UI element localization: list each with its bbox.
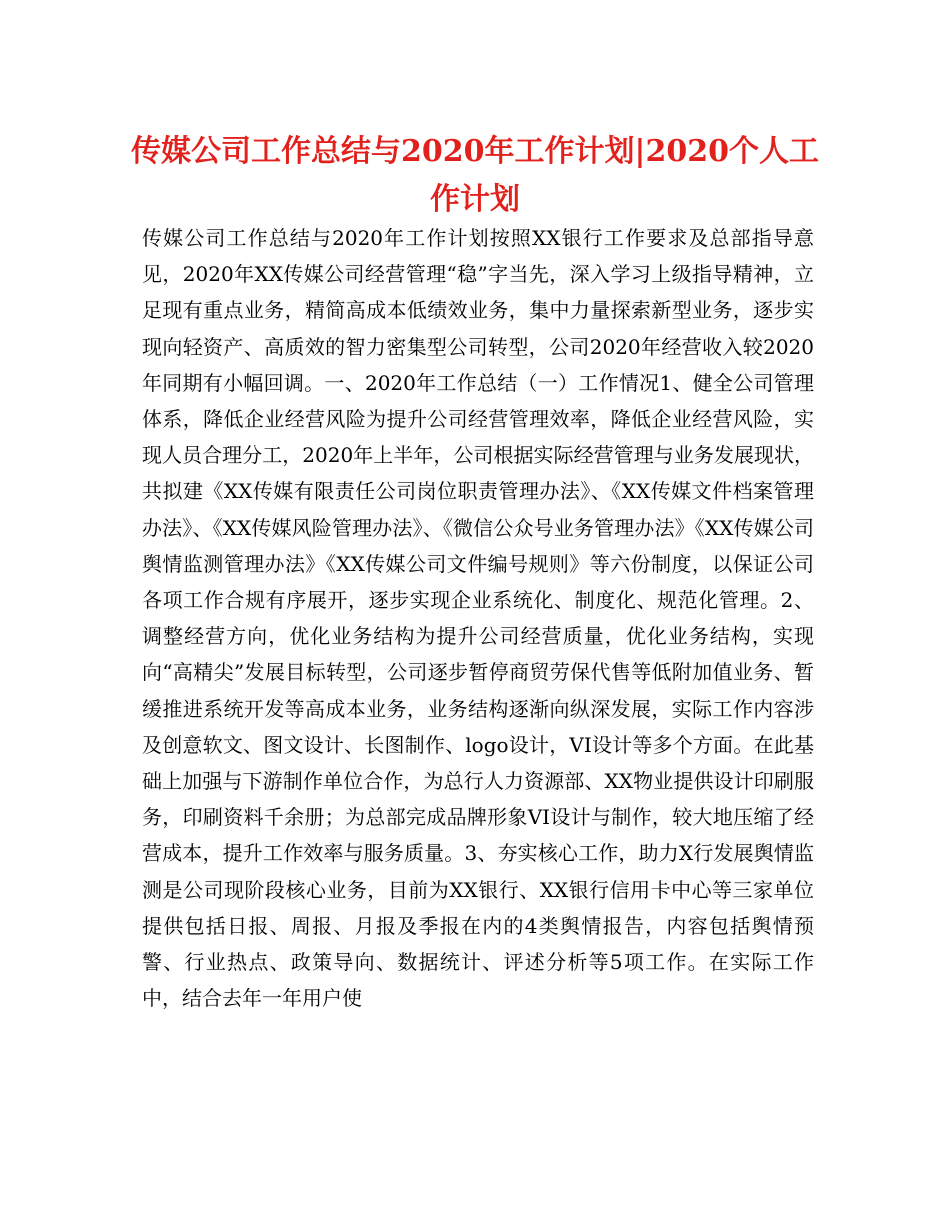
document-body: 传媒公司工作总结与2020年工作计划按照XX银行工作要求及总部指导意见，2020年XX传媒公司经营管理“稳”字当先，深入学习上级指导精神，立足现有重点业务，精简高成本低绩效业务，集中力量探索新型业务，逐步实现向轻资产、高质效的智力密集型公司转型，公司2020年经营收入较2020年同期有小幅回调。一、2020年工作总结（一）工作情况1、健全公司管理体系，降低企业经营风险为提升公司经营管理效率，降低企业经营风险，实现人员合理分工，2020年上半年，公司根据实际经营管理与业务发展现状，共拟建《XX传媒有限责任公司岗位职责管理办法》、《XX传媒文件档案管理办法》、《XX传媒风险管理办法》、《微信公众号业务管理办法》《XX传媒公司舆情监测管理办法》《XX传媒公司文件编号规则》等六份制度，以保证公司各项工作合规有序展开，逐步实现企业系统化、制度化、规范化管理。2、调整经营方向，优化业务结构为提升公司经营质量，优化业务结构，实现向“高精尖”发展目标转型，公司逐步暂停商贸劳保代售等低附加值业务、暂缓推进系统开发等高成本业务，业务结构逐渐向纵深发展，实际工作内容涉及创意软文、图文设计、长图制作、logo设计，VI设计等多个方面。在此基础上加强与下游制作单位合作，为总行人力资源部、XX物业提供设计印刷服务，印刷资料千余册；为总部完成品牌形象VI设计与制作，较大地压缩了经营成本，提升工作效率与服务质量。3、夯实核心工作，助力X行发展舆情监测是公司现阶段核心业务，目前为XX银行、XX银行信用卡中心等三家单位提供包括日报、周报、月报及季报在内的4类舆情报告，内容包括舆情预警、行业热点、政策导向、数据统计、评述分析等5项工作。在实际工作中，结合去年一年用户使 [142,226,814,1011]
document-title: 传媒公司工作总结与2020年工作计划|2020个人工作计划 [131,134,819,217]
